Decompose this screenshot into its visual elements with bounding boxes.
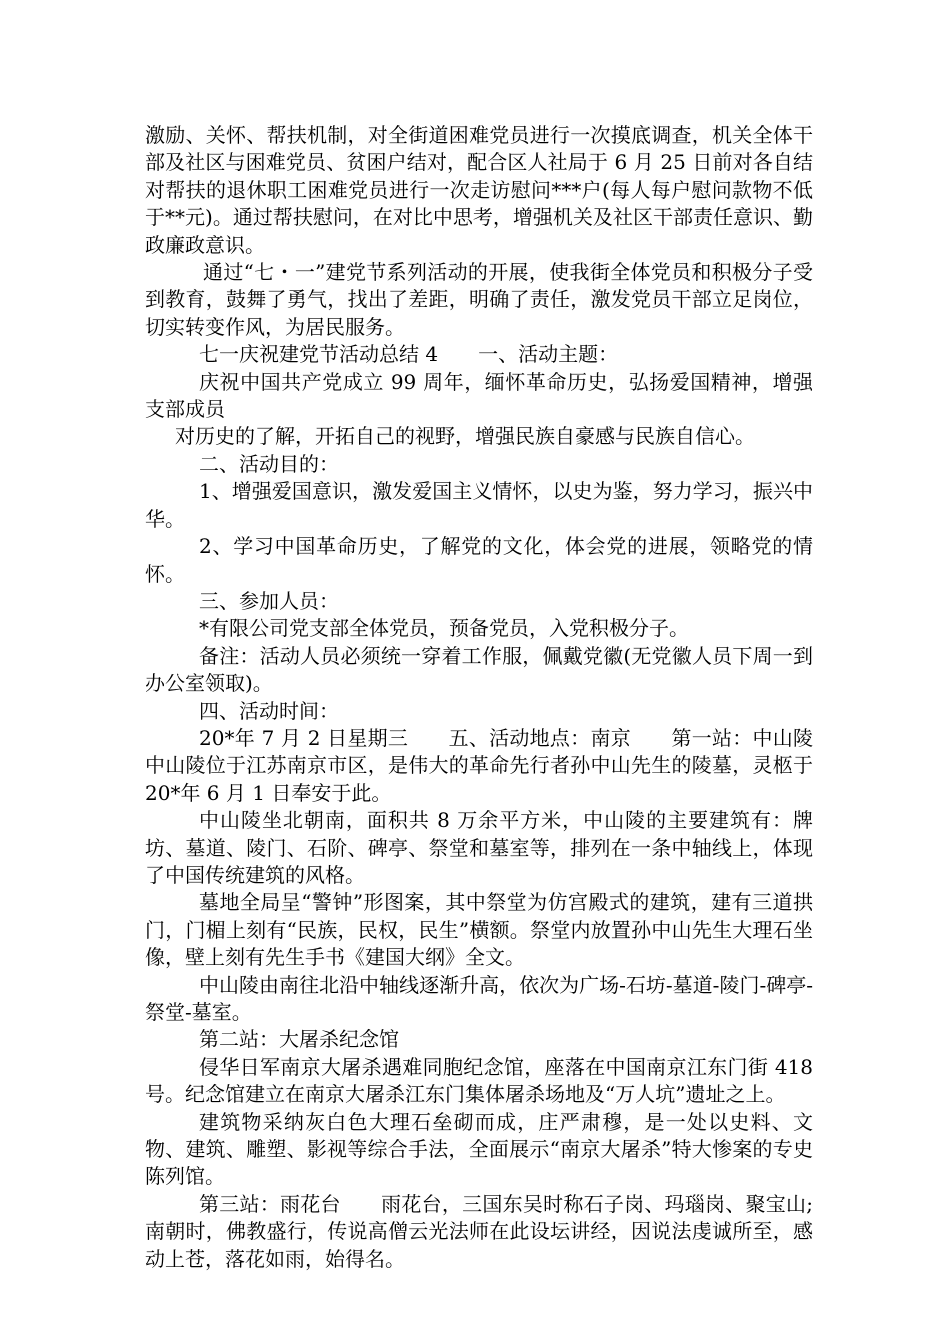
paragraph-participants: *有限公司党支部全体党员，预备党员，入党积极分子。 [199, 616, 689, 641]
paragraph-memorial-building: 建筑物采纳灰白色大理石垒砌而成，庄严肃穆，是一处以史料、文物、建筑、雕塑、影视等综合手法，全面展示“南京大屠杀”特大惨案的专史陈列馆。 [145, 1109, 813, 1189]
section-title-summary-4: 七一庆祝建党节活动总结 4 一、活动主题： [199, 342, 619, 367]
heading-time: 四、活动时间： [199, 698, 339, 723]
heading-purpose: 二、活动目的： [199, 451, 339, 476]
paragraph-purpose-1: 1、增强爱国意识，激发爱国主义情怀，以史为鉴，努力学习，振兴中华。 [145, 479, 813, 531]
paragraph-remark: 备注：活动人员必须统一穿着工作服，佩戴党徽(无党徽人员下周一到办公室领取)。 [145, 643, 813, 696]
heading-participants: 三、参加人员： [199, 588, 339, 613]
paragraph-theme: 庆祝中国共产党成立 99 周年，缅怀革命历史，弘扬爱国精神，增强支部成员 [145, 369, 813, 422]
paragraph-poverty-visits: 激励、关怀、帮扶机制，对全街道困难党员进行一次摸底调查，机关全体干部及社区与困难党员、贫困户结对，配合区人社局于 6 月 25 日前对各自结对帮扶的退休职工困难党员进行一次走访慰问***户(每人每户慰问款物不低于**元)。通过帮扶慰问，在对比中思考，增强机关及社区干部责任意识、勤政廉政意识。 [145, 123, 813, 257]
paragraph-theme-continued: 对历史的了解，开拓自己的视野，增强民族自豪感与民族自信心。 [175, 424, 755, 449]
paragraph-time-place-station-1: 20*年 7 月 2 日星期三 五、活动地点：南京 第一站：中山陵 中山陵位于江苏南京市区，是伟大的革命先行者孙中山先生的陵墓，灵柩于20*年 6 月 1 日奉安于此。 [145, 725, 853, 805]
paragraph-activity-summary: 通过“七・一”建党节系列活动的开展，使我街全体党员和积极分子受到教育，鼓舞了勇气，找出了差距，明确了责任，激发党员干部立足岗位，切实转变作风，为居民服务。 [145, 260, 813, 339]
heading-station-2: 第二站：大屠杀纪念馆 [199, 1027, 399, 1052]
paragraph-mausoleum-axis: 中山陵由南往北沿中轴线逐渐升高，依次为广场-石坊-墓道-陵门-碑亭-祭堂-墓室。 [145, 972, 813, 1024]
paragraph-purpose-2: 2、学习中国革命历史，了解党的文化，体会党的进展，领略党的情怀。 [145, 534, 813, 586]
paragraph-mausoleum-layout: 中山陵坐北朝南，面积共 8 万余平方米，中山陵的主要建筑有：牌坊、墓道、陵门、石阶、碑亭、祭堂和墓室等，排列在一条中轴线上，体现了中国传统建筑的风格。 [145, 808, 813, 887]
paragraph-mausoleum-design: 墓地全局呈“警钟”形图案，其中祭堂为仿宫殿式的建筑，建有三道拱门，门楣上刻有“民族，民权，民生”横额。祭堂内放置孙中山先生大理石坐像，壁上刻有先生手书《建国大纲》全文。 [145, 890, 813, 970]
paragraph-station-3: 第三站：雨花台 雨花台，三国东吴时称石子岗、玛瑙岗、聚宝山;南朝时，佛教盛行，传说高僧云光法师在此设坛讲经，因说法虔诚所至，感动上苍，落花如雨，始得名。 [145, 1191, 813, 1271]
document-body [145, 122, 853, 1273]
paragraph-memorial-location: 侵华日军南京大屠杀遇难同胞纪念馆，座落在中国南京江东门街 418 号。纪念馆建立在南京大屠杀江东门集体屠杀场地及“万人坑”遗址之上。 [145, 1054, 813, 1107]
